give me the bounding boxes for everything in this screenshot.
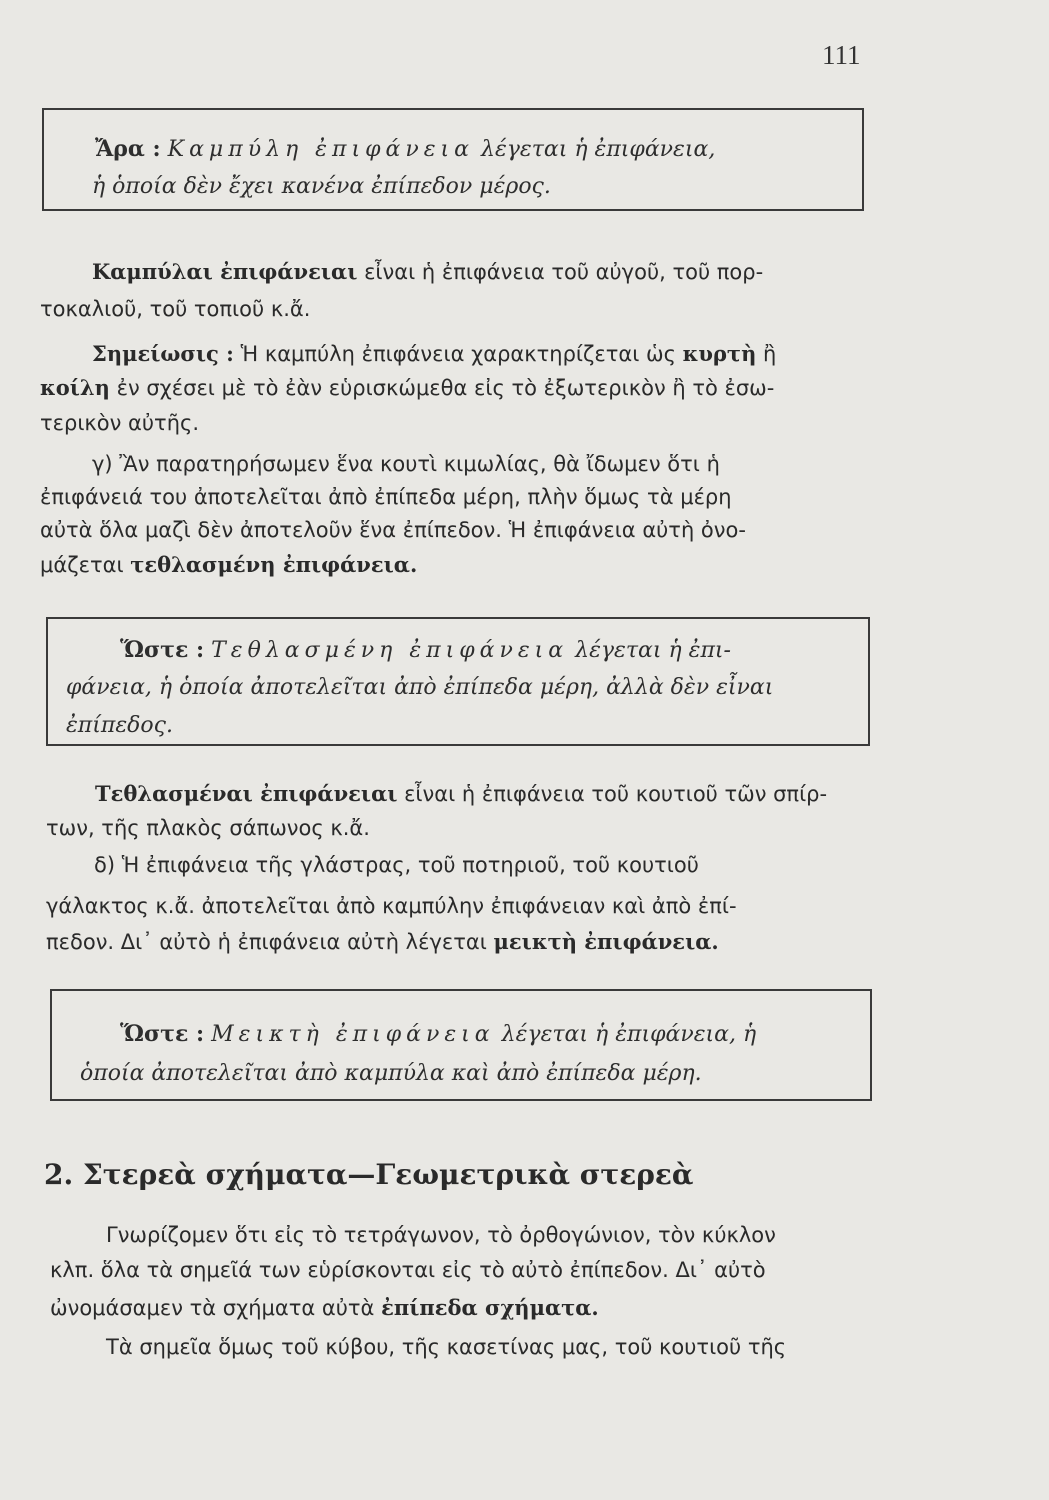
- section-line-1: Γνωρίζομεν ὅτι εἰς τὸ τετράγωνον, τὸ ὀρθογώνιον, τὸν κύκλον: [106, 1223, 776, 1247]
- definition-term: Καμπύλη ἐπιφάνεια: [167, 137, 474, 162]
- page-number: 111: [822, 40, 861, 70]
- definition-lead: Ὥστε :: [120, 1021, 205, 1047]
- definition-lead: Ὥστε :: [120, 637, 205, 663]
- definition-line-2: ὁποία ἀποτελεῖται ἀπὸ καμπύλα καὶ ἀπὸ ἐπίπεδα μέρη.: [80, 1061, 702, 1086]
- bold-term: Τεθλασμέναι ἐπιφάνειαι: [95, 781, 398, 806]
- definition-line-1: [95, 136, 715, 162]
- paragraph-curved-examples-line-1: [92, 259, 763, 284]
- text: Ἡ καμπύλη ἐπιφάνεια χαρακτηρίζεται ὡς: [240, 342, 676, 366]
- bold-term: μεικτὴ ἐπιφάνεια.: [493, 929, 719, 954]
- text: μάζεται: [40, 553, 124, 577]
- paragraph-delta-line-2: γάλακτος κ.ἄ. ἀποτελεῖται ἀπὸ καμπύλην ἐπιφάνειαν καὶ ἀπὸ ἐπί-: [46, 894, 737, 918]
- paragraph-gamma-line-4: [40, 552, 417, 577]
- note-line-3: τερικὸν αὐτῆς.: [40, 411, 200, 435]
- paragraph-gamma-line-3: αὐτὰ ὅλα μαζὶ δὲν ἀποτελοῦν ἕνα ἐπίπεδον. Ἡ ἐπιφάνεια αὐτὴ ὀνο-: [40, 518, 746, 542]
- note-line-1: [92, 341, 776, 366]
- text: ἐν σχέσει μὲ τὸ ἐὰν εὑρισκώμεθα εἰς τὸ ἐξωτερικὸν ἢ τὸ ἐσω-: [116, 376, 775, 400]
- text: πεδον. Δι᾽ αὐτὸ ἡ ἐπιφάνεια αὐτὴ λέγεται: [46, 930, 487, 954]
- section-heading: 2. Στερεὰ σχήματα—Γεωμετρικὰ στερεὰ: [44, 1158, 694, 1191]
- bold-term: κοίλη: [40, 375, 110, 400]
- section-line-3: [50, 1295, 599, 1320]
- definition-line-2: φάνεια, ἡ ὁποία ἀποτελεῖται ἀπὸ ἐπίπεδα μέρη, ἀλλὰ δὲν εἶναι: [66, 675, 774, 700]
- text: ἢ: [763, 342, 777, 366]
- paragraph-delta-line-1: δ) Ἡ ἐπιφάνεια τῆς γλάστρας, τοῦ ποτηριοῦ, τοῦ κουτιοῦ: [94, 853, 699, 877]
- bold-term: τεθλασμένη ἐπιφάνεια.: [130, 552, 418, 577]
- paragraph-curved-examples-line-2: τοκαλιοῦ, τοῦ τοπιοῦ κ.ἄ.: [40, 297, 311, 321]
- bold-term: κυρτὴ: [682, 341, 757, 366]
- paragraph-gamma-line-1: γ) Ἂν παρατηρήσωμεν ἕνα κουτὶ κιμωλίας, θὰ ἴδωμεν ὅτι ἡ: [92, 452, 720, 476]
- definition-rest: λέγεται ἡ ἐπιφάνεια, ἡ: [501, 1022, 757, 1047]
- definition-line-1: [120, 637, 731, 663]
- bold-term: Καμπύλαι ἐπιφάνειαι: [92, 259, 358, 284]
- text: ὠνομάσαμεν τὰ σχήματα αὐτὰ: [50, 1296, 375, 1320]
- note-line-2: [40, 375, 774, 400]
- paragraph-broken-examples-line-2: των, τῆς πλακὸς σάπωνος κ.ἄ.: [46, 816, 370, 840]
- paragraph-broken-examples-line-1: [95, 781, 827, 806]
- text: εἶναι ἡ ἐπιφάνεια τοῦ αὐγοῦ, τοῦ πορ-: [364, 260, 764, 284]
- definition-lead: Ἄρα :: [95, 136, 161, 162]
- definition-line-3: ἐπίπεδος.: [66, 713, 173, 738]
- section-line-4: Τὰ σημεῖα ὅμως τοῦ κύβου, τῆς κασετίνας μας, τοῦ κουτιοῦ τῆς: [106, 1335, 787, 1359]
- definition-term: Τεθλασμένη ἐπιφάνεια: [211, 638, 569, 663]
- definition-line-1: [120, 1021, 756, 1047]
- paragraph-gamma-line-2: ἐπιφάνειά του ἀποτελεῖται ἀπὸ ἐπίπεδα μέρη, πλὴν ὅμως τὰ μέρη: [40, 485, 732, 509]
- definition-line-2: ἡ ὁποία δὲν ἔχει κανένα ἐπίπεδον μέρος.: [92, 174, 551, 199]
- definition-rest: λέγεται ἡ ἐπι-: [575, 638, 731, 663]
- text: εἶναι ἡ ἐπιφάνεια τοῦ κουτιοῦ τῶν σπίρ-: [404, 782, 828, 806]
- paragraph-delta-line-3: [46, 929, 719, 954]
- note-label: Σημείωσις :: [92, 341, 234, 366]
- definition-rest: λέγεται ἡ ἐπιφάνεια,: [481, 137, 716, 162]
- bold-term: ἐπίπεδα σχήματα.: [381, 1295, 599, 1320]
- section-line-2: κλπ. ὅλα τὰ σημεῖά των εὑρίσκονται εἰς τὸ αὐτὸ ἐπίπεδον. Δι᾽ αὐτὸ: [50, 1258, 766, 1282]
- definition-term: Μεικτὴ ἐπιφάνεια: [211, 1022, 495, 1047]
